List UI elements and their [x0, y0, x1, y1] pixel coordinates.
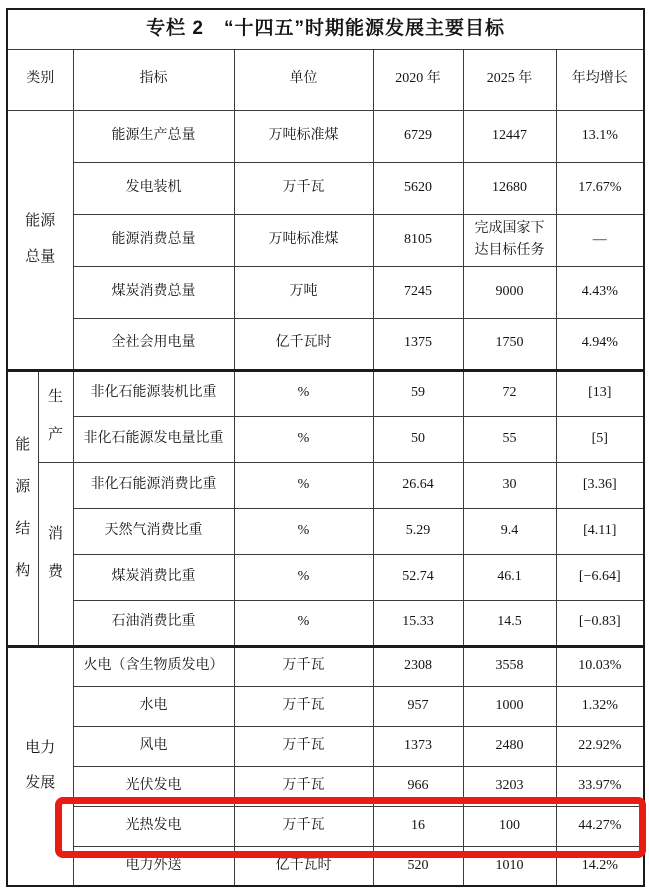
- table-row: [7, 416, 644, 462]
- cell-indicator: 天然气消费比重: [73, 508, 234, 554]
- cell-unit: 万千瓦: [234, 726, 373, 766]
- cell-2025: [463, 214, 556, 266]
- table-row: [7, 370, 644, 416]
- cell-unit: 万吨标准煤: [234, 110, 373, 162]
- table-row: [7, 726, 644, 766]
- cell-unit: 万千瓦: [234, 646, 373, 686]
- table-header-row: [7, 49, 644, 110]
- cell-unit: %: [234, 370, 373, 416]
- cell-indicator: 非化石能源装机比重: [73, 370, 234, 416]
- cell-indicator: 全社会用电量: [73, 318, 234, 370]
- cell-2025: 55: [463, 416, 556, 462]
- table-row: [7, 110, 644, 162]
- header-unit: 单位: [234, 49, 373, 110]
- cell-indicator: 发电装机: [73, 162, 234, 214]
- cell-unit: 万千瓦: [234, 806, 373, 846]
- header-category: 类别: [7, 49, 73, 110]
- cell-indicator: 水电: [73, 686, 234, 726]
- table-row: [7, 766, 644, 806]
- header-growth: 年均增长: [556, 49, 644, 110]
- table-row: [7, 846, 644, 886]
- cell-growth: [4.11]: [556, 508, 644, 554]
- cell-2020: 6729: [373, 110, 463, 162]
- cell-2025: 12680: [463, 162, 556, 214]
- header-2020: 2020 年: [373, 49, 463, 110]
- table-row: [7, 554, 644, 600]
- cell-growth: —: [556, 214, 644, 266]
- cell-2020: 50: [373, 416, 463, 462]
- table-row: [7, 266, 644, 318]
- cell-unit: 亿千瓦时: [234, 846, 373, 886]
- table-row: [7, 508, 644, 554]
- cell-growth: 4.43%: [556, 266, 644, 318]
- header-2025: 2025 年: [463, 49, 556, 110]
- cell-2025: 46.1: [463, 554, 556, 600]
- cell-indicator: 煤炭消费总量: [73, 266, 234, 318]
- cell-growth: 17.67%: [556, 162, 644, 214]
- table-row: [7, 600, 644, 646]
- cell-indicator: 风电: [73, 726, 234, 766]
- cell-growth: 22.92%: [556, 726, 644, 766]
- cell-indicator: 能源生产总量: [73, 110, 234, 162]
- cell-growth: 1.32%: [556, 686, 644, 726]
- cell-unit: %: [234, 600, 373, 646]
- cell-2025: 9.4: [463, 508, 556, 554]
- cell-2025: 1010: [463, 846, 556, 886]
- cell-subcategory: [38, 462, 73, 646]
- cell-unit: 万吨标准煤: [234, 214, 373, 266]
- cell-indicator: 非化石能源发电量比重: [73, 416, 234, 462]
- cell-growth: [−0.83]: [556, 600, 644, 646]
- cell-2020: 957: [373, 686, 463, 726]
- cell-2025: 2480: [463, 726, 556, 766]
- cell-unit: 万千瓦: [234, 686, 373, 726]
- cell-2020: 5.29: [373, 508, 463, 554]
- cell-2025: 14.5: [463, 600, 556, 646]
- cell-growth: 13.1%: [556, 110, 644, 162]
- cell-indicator: 煤炭消费比重: [73, 554, 234, 600]
- category-label: 能源总量: [25, 213, 56, 265]
- cell-2020: 8105: [373, 214, 463, 266]
- cell-growth: 10.03%: [556, 646, 644, 686]
- cell-unit: %: [234, 554, 373, 600]
- cell-category: [7, 370, 38, 646]
- table-row: [7, 162, 644, 214]
- cell-growth: [13]: [556, 370, 644, 416]
- cell-growth: 33.97%: [556, 766, 644, 806]
- cell-indicator: 光伏发电: [73, 766, 234, 806]
- cell-2025: 3203: [463, 766, 556, 806]
- cell-2020: 59: [373, 370, 463, 416]
- cell-2025-text: 完成国家下达目标任务: [474, 220, 545, 258]
- table-title: 专栏 2 “十四五”时期能源发展主要目标: [7, 9, 644, 49]
- cell-2020: 520: [373, 846, 463, 886]
- cell-2020: 5620: [373, 162, 463, 214]
- cell-unit: 万千瓦: [234, 766, 373, 806]
- cell-growth: 44.27%: [556, 806, 644, 846]
- header-indicator: 指标: [73, 49, 234, 110]
- category-label: 电力发展: [25, 740, 56, 792]
- subcategory-label: 消费: [47, 526, 63, 580]
- cell-2025: 9000: [463, 266, 556, 318]
- table-row: [7, 686, 644, 726]
- cell-indicator: 火电（含生物质发电）: [73, 646, 234, 686]
- cell-growth: 14.2%: [556, 846, 644, 886]
- table-row-highlighted: [7, 806, 644, 846]
- cell-unit: 亿千瓦时: [234, 318, 373, 370]
- cell-2025: 1000: [463, 686, 556, 726]
- cell-2020: 2308: [373, 646, 463, 686]
- cell-2025: 12447: [463, 110, 556, 162]
- cell-unit: %: [234, 508, 373, 554]
- cell-indicator: 光热发电: [73, 806, 234, 846]
- cell-category: [7, 646, 73, 886]
- subcategory-label: 生产: [47, 389, 63, 443]
- cell-2025: 3558: [463, 646, 556, 686]
- table-row: [7, 646, 644, 686]
- table-row: [7, 9, 644, 49]
- cell-subcategory: [38, 370, 73, 462]
- cell-growth: [3.36]: [556, 462, 644, 508]
- cell-2025: 1750: [463, 318, 556, 370]
- cell-2020: 16: [373, 806, 463, 846]
- cell-2020: 52.74: [373, 554, 463, 600]
- cell-2020: 966: [373, 766, 463, 806]
- cell-category: [7, 110, 73, 370]
- category-label: 能源结构: [15, 437, 31, 579]
- cell-indicator: 能源消费总量: [73, 214, 234, 266]
- cell-2020: 7245: [373, 266, 463, 318]
- cell-indicator: 石油消费比重: [73, 600, 234, 646]
- cell-unit: %: [234, 462, 373, 508]
- cell-indicator: 非化石能源消费比重: [73, 462, 234, 508]
- table-row: [7, 214, 644, 266]
- table-row: [7, 318, 644, 370]
- energy-targets-table: [6, 8, 645, 887]
- cell-2020: 26.64: [373, 462, 463, 508]
- cell-2020: 15.33: [373, 600, 463, 646]
- cell-unit: 万吨: [234, 266, 373, 318]
- cell-2020: 1375: [373, 318, 463, 370]
- cell-2025: 72: [463, 370, 556, 416]
- cell-growth: [−6.64]: [556, 554, 644, 600]
- cell-2025: 100: [463, 806, 556, 846]
- table-row: [7, 462, 644, 508]
- cell-unit: %: [234, 416, 373, 462]
- cell-2025: 30: [463, 462, 556, 508]
- cell-growth: 4.94%: [556, 318, 644, 370]
- cell-indicator: 电力外送: [73, 846, 234, 886]
- cell-growth: [5]: [556, 416, 644, 462]
- cell-2020: 1373: [373, 726, 463, 766]
- cell-unit: 万千瓦: [234, 162, 373, 214]
